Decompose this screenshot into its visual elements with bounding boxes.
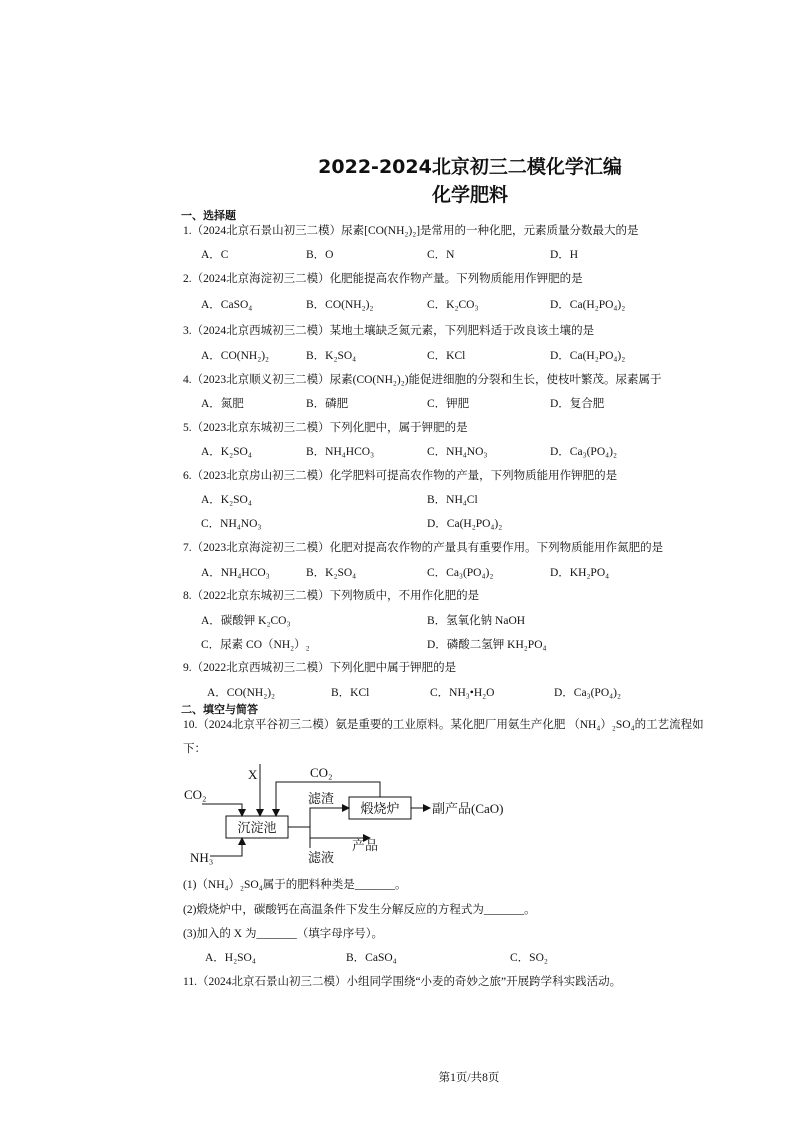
- question-9: 9.（2022北京西城初三二模）下列化肥中属于钾肥的是: [183, 662, 457, 674]
- byproduct-label: 副产品(CaO): [432, 801, 504, 816]
- q5-option-d[interactable]: D．Ca₃(PO₄)₂: [550, 446, 617, 458]
- question-4: 4.（2023北京顺义初三二模）尿素(CO(NH₂)₂)能促进细胞的分裂和生长，使枝叶繁茂。尿素属于: [183, 374, 662, 386]
- q3-option-c[interactable]: C．KCl: [427, 350, 466, 362]
- question-10-sub3: (3)加入的 X 为_______（填字母序号）。: [183, 928, 383, 940]
- question-7: 7.（2023北京海淀初三二模）化肥对提高农作物的产量具有重要作用。下列物质能用作氮肥的是: [183, 542, 664, 554]
- q5-option-a[interactable]: A．K₂SO₄: [201, 446, 252, 458]
- product-label: 产品: [352, 838, 379, 853]
- question-2: 2.（2024北京海淀初三二模）化肥能提高农作物产量。下列物质能用作钾肥的是: [183, 273, 583, 285]
- question-6: 6.（2023北京房山初三二模）化学肥料可提高农作物的产量，下列物质能用作钾肥的是: [183, 470, 618, 482]
- process-flow-diagram: [180, 762, 510, 870]
- q3-option-b[interactable]: B．K₂SO₄: [306, 350, 357, 362]
- question-3: 3.（2024北京西城初三二模）某地土壤缺乏氮元素，下列肥料适于改良该土壤的是: [183, 325, 595, 337]
- q8-option-a[interactable]: A．碳酸钾 K₂CO₃: [201, 615, 291, 627]
- page-footer: 第1页/共8页: [438, 1072, 500, 1084]
- q3-option-d[interactable]: D．Ca(H₂PO₄)₂: [550, 350, 626, 362]
- q6-option-c[interactable]: C．NH₄NO₃: [201, 518, 262, 530]
- q2-option-c[interactable]: C．K₂CO₃: [427, 299, 479, 311]
- q6-option-a[interactable]: A．K₂SO₄: [201, 494, 252, 506]
- q8-option-d[interactable]: D．磷酸二氢钾 KH₂PO₄: [427, 639, 547, 651]
- q3-option-a[interactable]: A．CO(NH₂)₂: [201, 350, 270, 362]
- q5-option-c[interactable]: C．NH₄NO₃: [427, 446, 488, 458]
- nh3-input-label: NH₃: [190, 850, 214, 865]
- question-8: 8.（2022北京东城初三二模）下列物质中，不用作化肥的是: [183, 590, 480, 602]
- co2-recycle-label: CO₂: [310, 765, 333, 780]
- q7-option-b[interactable]: B．K₂SO₄: [306, 567, 357, 579]
- q6-option-d[interactable]: D．Ca(H₂PO₄)₂: [427, 518, 503, 530]
- q1-option-b[interactable]: B．O: [306, 249, 334, 261]
- section-heading-fill: 二、填空与简答: [181, 703, 258, 716]
- q2-option-d[interactable]: D．Ca(H₂PO₄)₂: [550, 299, 626, 311]
- q2-option-b[interactable]: B．CO(NH₂)₂: [306, 299, 374, 311]
- q7-option-c[interactable]: C．Ca₃(PO₄)₂: [427, 567, 494, 579]
- question-5: 5.（2023北京东城初三二模）下列化肥中，属于钾肥的是: [183, 422, 468, 434]
- question-1: 1.（2024北京石景山初三二模）尿素[CO(NH₂)₂]是常用的一种化肥，元素质量分数最大的是: [183, 225, 639, 237]
- q9-option-c[interactable]: C．NH₃•H₂O: [430, 687, 495, 699]
- q4-option-d[interactable]: D．复合肥: [550, 398, 605, 410]
- q7-option-d[interactable]: D．KH₂PO₄: [550, 567, 610, 579]
- q7-option-a[interactable]: A．NH₄HCO₃: [201, 567, 270, 579]
- q10-option-a[interactable]: A．H₂SO₄: [205, 952, 256, 964]
- x-input-label: X: [248, 767, 258, 782]
- question-11: 11.（2024北京石景山初三二模）小组同学围绕“小麦的奇妙之旅”开展跨学科实践活动。: [183, 976, 622, 988]
- page-title: 2022-2024北京初三二模化学汇编: [318, 156, 622, 178]
- q9-option-b[interactable]: B．KCl: [331, 687, 370, 699]
- furnace-label: 煅烧炉: [360, 801, 400, 816]
- q5-option-b[interactable]: B．NH₄HCO₃: [306, 446, 375, 458]
- question-10-sub2: (2)煅烧炉中，碳酸钙在高温条件下发生分解反应的方程式为_______。: [183, 904, 536, 916]
- q9-option-a[interactable]: A．CO(NH₂)₂: [207, 687, 276, 699]
- q1-option-d[interactable]: D．H: [550, 249, 579, 261]
- filter-residue-label: 滤渣: [308, 791, 335, 806]
- section-heading-choice: 一、选择题: [181, 209, 236, 222]
- settling-tank-label: 沉淀池: [237, 820, 277, 835]
- q10-option-c[interactable]: C．SO₂: [510, 952, 548, 964]
- q2-option-a[interactable]: A．CaSO₄: [201, 299, 253, 311]
- q4-option-b[interactable]: B．磷肥: [306, 398, 349, 410]
- filtrate-label: 滤液: [308, 850, 335, 865]
- page-subtitle: 化学肥料: [431, 184, 508, 206]
- q10-option-b[interactable]: B．CaSO₄: [346, 952, 397, 964]
- q8-option-c[interactable]: C．尿素 CO（NH₂）₂: [201, 639, 310, 651]
- question-10-line1: 10.（2024北京平谷初三二模）氨是重要的工业原料。某化肥厂用氨生产化肥 （NH₄）₂SO₄的工艺流程如: [183, 719, 704, 731]
- question-10-line2: 下：: [183, 743, 206, 755]
- q1-option-c[interactable]: C．N: [427, 249, 455, 261]
- q6-option-b[interactable]: B．NH₄Cl: [427, 494, 478, 506]
- co2-input-label: CO₂: [184, 787, 207, 802]
- question-10-sub1: (1)（NH₄）₂SO₄属于的肥料种类是_______。: [183, 879, 407, 891]
- q4-option-a[interactable]: A．氮肥: [201, 398, 244, 410]
- q9-option-d[interactable]: D．Ca₃(PO₄)₂: [554, 687, 621, 699]
- q1-option-a[interactable]: A．C: [201, 249, 229, 261]
- q4-option-c[interactable]: C．钾肥: [427, 398, 470, 410]
- q8-option-b[interactable]: B．氢氧化钠 NaOH: [427, 615, 526, 627]
